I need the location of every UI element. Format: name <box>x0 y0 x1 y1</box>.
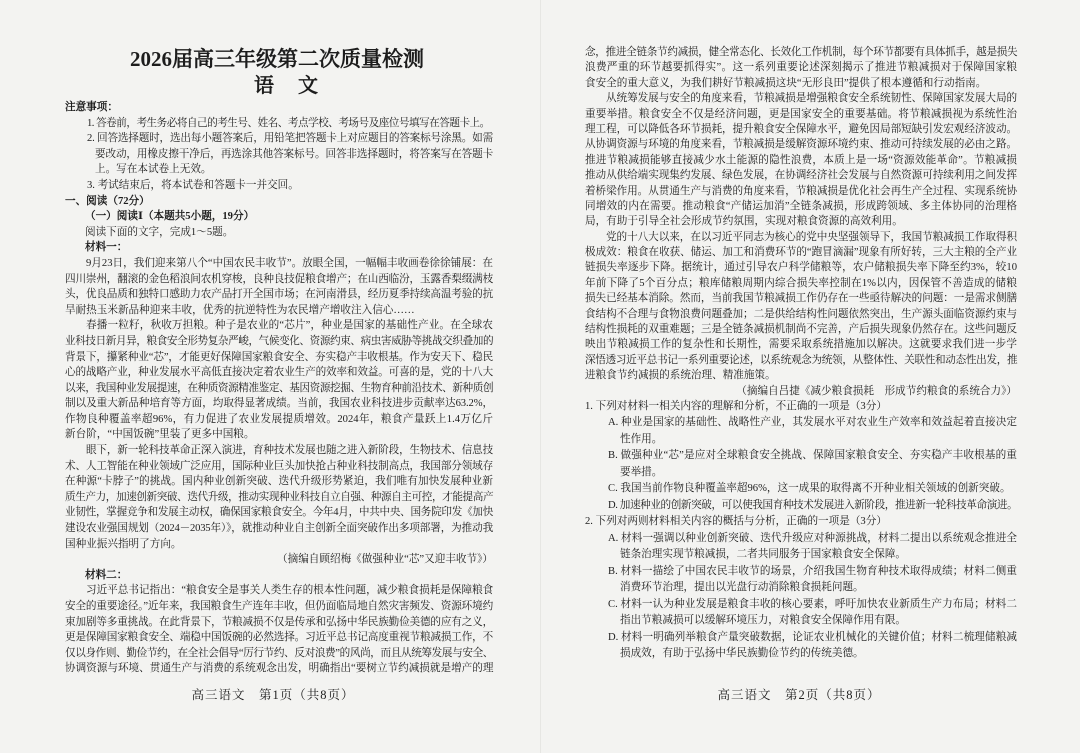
page-footer: 高三语文 第1页（共8页） <box>191 688 355 702</box>
instruction-note <box>87 116 493 132</box>
text-line: 9月23日，我们迎来第八个“中国农民丰收节”。放眼全国，一幅幅丰收画卷徐徐铺展：在 <box>86 257 493 269</box>
text-line: 指出节粮减损可以缓解环境压力，对粮食安全保障作用有限。 <box>620 615 907 627</box>
section-heading <box>65 100 493 116</box>
text-line: 从协调资源与环境的角度来看，节粮减损是缓解资源环境约束、推动可持续发展的必由之路。 <box>585 139 1017 151</box>
text-line: 上。写在本试卷上无效。 <box>95 164 212 176</box>
text-line: B. 材料一描绘了中国农民丰收节的场景，介绍我国生物育种技术取得成绩；材料二侧重 <box>608 565 1017 577</box>
text-line: （一）阅读Ⅰ（本题共5小题，19分） <box>85 211 255 223</box>
text-line: D. 材料一明确列举粮食产量突破数据，论证农业机械化的关键价值；材料二梳理储粮减 <box>608 631 1017 643</box>
text-line: 2. 下列对两则材料相关内容的概括与分析，正确的一项是（3分） <box>585 516 887 528</box>
text-line: 业科技日新月异，粮食安全形势复杂严峻，气候变化、资源约束、病虫害威胁等挑战交织叠加的 <box>65 335 494 347</box>
text-line: 阅读下面的文字，完成1～5题。 <box>85 226 234 238</box>
text-line: 背景下，攥紧种业“芯”，才能更好保障国家粮食安全、夯实稳产丰收根基。作为安天下、稳民 <box>65 351 493 363</box>
text-line: 更是保障国家粮食安全、端稳中国饭碗的必然选择。习近平总书记高度重视节粮减损工作，不 <box>65 632 493 644</box>
text-line: 新台阶，“中国饭碗”里装了更多中国粮。 <box>65 429 255 441</box>
exam-title: 2026届高三年级第二次质量检测 <box>130 47 424 71</box>
paragraph <box>585 45 1017 91</box>
text-line: 建设农业强国规划（2024－2035年）》，就推动种业自主创新全面突破作出多项部署，为推动我 <box>65 523 493 535</box>
instruction-note <box>87 178 493 194</box>
text-line: 理工程，可以降低各环节损耗，提升粮食安全保障水平，避免因局部短缺引发宏观经济波动。 <box>585 123 1017 135</box>
answer-option <box>608 448 1017 481</box>
source-citation <box>65 552 493 568</box>
text-line: 链条治理实现节粮减损，二者共同服务于国家粮食安全保障。 <box>620 549 907 561</box>
text-line: C. 我国当前作物良种覆盖率超96%，这一成果的取得离不开种业相关领域的创新突破。 <box>608 483 1011 495</box>
text-line: 制以及重大新品种培育等方面，均取得显著成绩。当前，我国农业科技进步贡献率达63.2%， <box>65 398 493 410</box>
text-line: 性作用。 <box>620 433 663 445</box>
text-line: 食结构不合理与食物浪费问题叠加；二是供给结构性问题依然突出，生产源头面临资源约束与 <box>585 308 1017 320</box>
text-line: D. 加速种业的创新突破，可以使我国育种技术发展进入新阶段，推进新一轮科技革命演进。 <box>608 499 1018 511</box>
text-line: C. 材料一认为种业发展是粮食丰收的核心要素，呼吁加快农业新质生产力布局；材料二 <box>608 598 1017 610</box>
source-citation <box>585 384 1017 399</box>
page-2-content <box>585 45 1017 663</box>
text-line: 结构性损耗的双重难题；三是全链条减损机制尚不完善，产后损失现象仍然存在。这些问题反 <box>585 324 1017 336</box>
answer-option <box>608 597 1017 630</box>
text-line: 要改动，用橡皮擦干净后，再选涂其他答案标号。回答非选择题时，将答案写在答题卡 <box>95 148 493 160</box>
paragraph <box>65 318 493 443</box>
text-line: 同增效的内在需要。推动粮食“产储运加消”全链条减损，形成跨领域、多主体协同的治理格 <box>585 200 1017 212</box>
subject-title: 语 文 <box>254 75 320 97</box>
text-line: B. 做强种业“芯”是应对全球粮食安全挑战、保障国家粮食安全、夯实稳产丰收根基的重 <box>608 450 1017 462</box>
reading-instruction <box>85 225 493 241</box>
text-line: 局，有助于引导全社会形成节约氛围，实现对粮食资源的高效利用。 <box>585 216 903 228</box>
exam-page-2 <box>540 0 1080 753</box>
text-line: 损成效，有助于弘扬中华民族勤俭节约的传统美德。 <box>620 648 864 660</box>
text-line: 材料一： <box>85 242 128 254</box>
text-line: 仅以身作则、勤俭节约，在全社会倡导“厉行节约、反对浪费”的风尚，而且从统筹发展与安全、 <box>65 647 493 659</box>
text-line: （摘编自顾绍梅《做强种业“芯”又迎丰收节》） <box>277 554 493 566</box>
answer-option <box>608 415 1017 448</box>
text-line: 国种业振兴指明了方向。 <box>65 538 182 550</box>
text-line: 头，优良品质和独特口感助力农产品打开全国市场；在河南滑县，经历夏季持续高温考验的抗 <box>65 289 493 301</box>
text-line: 念，推进全链条节约减损，健全常态化、长效化工作机制，每个环节都要有具体抓手，越是损失 <box>585 47 1018 58</box>
text-line: 作物良种覆盖率超96%，有力促进了农业发展提质增效。2024年，粮食产量跃上1.4万亿斤 <box>65 413 493 425</box>
text-line: 四川崇州，翻滚的金色稻浪间农机穿梭，良种良技促粮食增产；在山西临汾，玉露香梨缀满枝 <box>65 273 493 285</box>
text-line: 要举措。 <box>620 466 663 478</box>
text-line: 年前下降了5个百分点；粮库储粮周期内综合损失率控制在1%以内，因保管不善造成的储粮 <box>585 277 1017 289</box>
answer-option <box>608 531 1017 564</box>
text-line: 旱耐热玉米新品种迎来丰收，优秀的抗逆特性为农民增产增收注入信心…… <box>65 304 415 316</box>
text-line: （摘编自吕捷《减少粮食损耗 形成节约粮食的系统合力》） <box>736 385 1017 397</box>
text-line: 眼下，新一轮科技革命正深入演进，育种技术发展也随之进入新阶段，生物技术、信息技 <box>86 445 493 457</box>
text-line: 质生产力，加速创新突破、迭代升级，推动实现种业科技自立自强、种源自主可控，才能提高产 <box>65 491 494 503</box>
text-line: 深悟透习近平总书记一系列重要论述，以系统观念为统领，从整体性、关联性和动态性出发，推 <box>585 354 1018 366</box>
text-line: 以来，我国种业发展提速，在种质资源精准鉴定、基因资源挖掘、生物育种前沿技术、新种质创 <box>65 382 494 394</box>
text-line: 进粮食节约减损的系统治理、精准施策。 <box>585 370 776 382</box>
text-line: 一、阅读（72分） <box>65 195 150 207</box>
question-stem <box>585 514 1017 531</box>
text-line: 1. 答卷前，考生务必将自己的考生号、姓名、考点学校、考场号及座位号填写在答题卡上。 <box>87 117 490 129</box>
text-line: 推动从供给端实现集约发展、绿色发展，在协调经济社会发展与自然资源可持续利用之间发挥 <box>585 170 1017 182</box>
text-line: 注意事项： <box>65 102 118 113</box>
instruction-note <box>87 131 493 178</box>
text-line: 习近平总书记指出：“粮食安全是事关人类生存的根本性问题，减少粮食损耗是保障粮食 <box>86 585 494 597</box>
page-footer: 高三语文 第2页（共8页） <box>717 688 881 702</box>
text-line: A. 材料一强调以种业创新突破、迭代升级应对种源挑战，材料二提出以系统观念推进全 <box>608 532 1017 544</box>
text-line: 链损失率逐步下降。据统计，通过引导农户科学储粮等，农户储粮损失率下降至约3%，较10 <box>585 262 1017 274</box>
text-line: 在种源“卡脖子”的挑战。国内种业创新突破、迭代升级形势紧迫，我们唯有加快发展种业新 <box>65 476 493 488</box>
text-line: 春播一粒籽，秋收万担粮。种子是农业的“芯片”，种业是国家的基础性产业。在全球农 <box>86 320 493 332</box>
text-line: 安全的重要途径。”近年来，我国粮食生产连年丰收，但仍面临局地自然灾害频发、资源环境约 <box>65 601 493 612</box>
text-line: 极成效：粮食在收获、储运、加工和消费环节的“跑冒滴漏”现象有所好转，三大主粮的全产业 <box>585 247 1017 259</box>
text-line: 协调资源与环境、贯通生产与消费的系统观念出发，明确指出“要树立节约减损就是增产的理 <box>65 663 494 675</box>
text-line: 党的十八大以来，在以习近平同志为核心的党中央坚强领导下，我国节粮减损工作取得积 <box>606 231 1017 243</box>
question-stem <box>585 399 1017 416</box>
text-line: 食安全的重大意义，为我们耕好节粮减损这块“无形良田”提供了根本遵循和行动指南。 <box>585 77 987 89</box>
text-line: 3. 考试结束后，将本试卷和答题卡一并交回。 <box>87 179 299 191</box>
answer-option <box>608 630 1017 663</box>
page-1-content <box>65 100 493 677</box>
text-line: 术、人工智能在种业领域广泛应用，国际种业巨头加快抢占种业科技制高点，我国部分领域存 <box>65 460 493 472</box>
text-line: 2. 回答选择题时，选出每小题答案后，用铅笔把答题卡上对应题目的答案标号涂黑。如需 <box>87 133 493 145</box>
paragraph <box>585 91 1017 230</box>
paragraph <box>65 443 493 552</box>
text-line: 材料二： <box>85 569 128 581</box>
paragraph <box>65 583 493 677</box>
section-heading <box>65 194 493 210</box>
text-line: 心的战略产业，种业发展水平高低直接决定着农业生产的效率和效益。可喜的是，党的十八大 <box>65 367 493 379</box>
text-line: 束加剧等多重挑战。在此背景下，节粮减损不仅是传承和弘扬中华民族勤俭美德的应有之义， <box>65 616 493 628</box>
text-line: 着桥梁作用。从贯通生产与消费的角度来看，节粮减损是优化社会再生产全过程、实现系统协 <box>585 185 1017 197</box>
text-line: 映出节粮减损工作的复杂性和长期性，需要采取系统措施加以解决。这就要求我们进一步学 <box>585 339 1017 351</box>
paragraph <box>65 256 493 318</box>
material-label <box>85 568 493 584</box>
answer-option <box>608 498 1017 515</box>
text-line: 重要举措。粮食安全不仅是经济问题，更是国家安全的重要基础。将节粮减损视为系统性治 <box>585 108 1017 120</box>
text-line: A. 种业是国家的基础性、战略性产业，其发展水平对农业生产效率和效益起着直接决定 <box>608 417 1017 429</box>
paragraph <box>585 230 1017 384</box>
text-line: 推进节粮减损能够直接减少水土能源的隐性浪费，本质上是一场“资源效能革命”。节粮减损 <box>585 154 1017 166</box>
answer-option <box>608 564 1017 597</box>
text-line: 消费环节治理，提出以光盘行动消除粮食损耗问题。 <box>620 582 864 594</box>
text-line: 浪费严重的环节越要抓得实”。这一系列重要论述深刻揭示了推进节粮减损对于保障国家粮 <box>585 62 1017 74</box>
subsection-heading <box>85 209 493 225</box>
answer-option <box>608 481 1017 498</box>
text-line: 损失已经基本消除。然而，当前我国节粮减损工作仍存在一些亟待解决的问题：一是需求侧膳 <box>585 293 1017 305</box>
text-line: 1. 下列对材料一相关内容的理解和分析，不正确的一项是（3分） <box>585 400 887 412</box>
text-line: 业韧性，掌握竞争和发展主动权，确保国家粮食安全。今年4月，中共中央、国务院印发《加快 <box>65 507 493 519</box>
material-label <box>85 240 493 256</box>
text-line: 从统筹发展与安全的角度来看，节粮减损是增强粮食安全系统韧性、保障国家发展大局的 <box>606 93 1017 105</box>
